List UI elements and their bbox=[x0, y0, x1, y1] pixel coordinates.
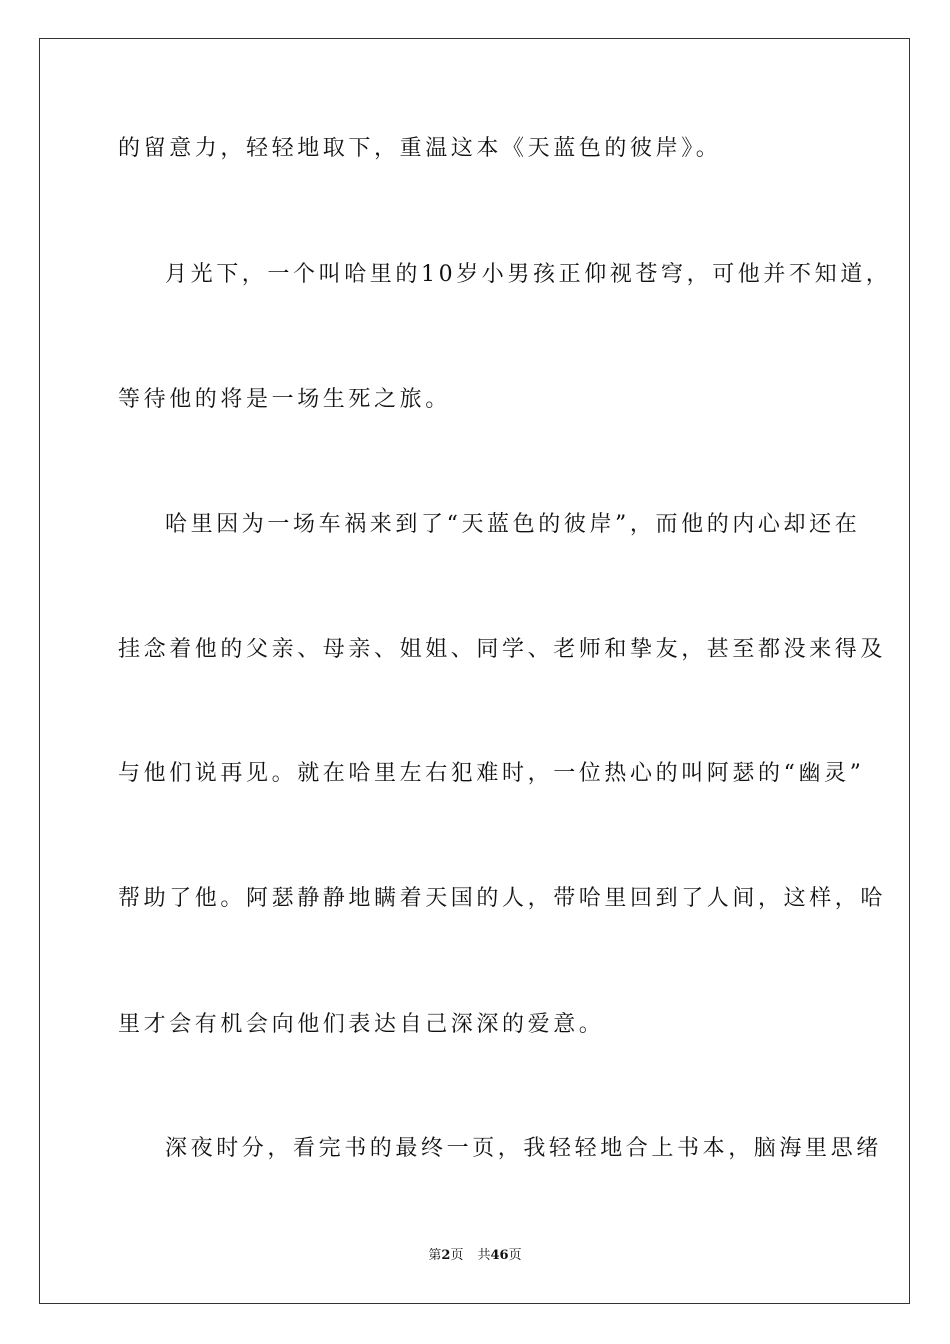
text-line: 哈里因为一场车祸来到了“天蓝色的彼岸”，而他的内心却还在 bbox=[165, 512, 861, 537]
text-line: 等待他的将是一场生死之旅。 bbox=[118, 387, 451, 412]
text-line: 月光下，一个叫哈里的10岁小男孩正仰视苍穹，可他并不知道， bbox=[165, 262, 892, 287]
total-prefix: 共 bbox=[477, 1248, 491, 1263]
text-line: 里才会有机会向他们表达自己深深的爱意。 bbox=[118, 1012, 605, 1037]
text-line: 深夜时分，看完书的最终一页，我轻轻地合上书本，脑海里思绪 bbox=[165, 1136, 882, 1161]
page-border bbox=[39, 38, 910, 1304]
total-suffix: 页 bbox=[508, 1248, 522, 1263]
text-line: 挂念着他的父亲、母亲、姐姐、同学、老师和挚友，甚至都没来得及 bbox=[118, 637, 887, 662]
page-suffix: 页 bbox=[450, 1248, 464, 1263]
text-line: 的留意力，轻轻地取下，重温这本《天蓝色的彼岸》。 bbox=[118, 136, 722, 161]
page-number: 2 bbox=[441, 1248, 451, 1263]
page-footer bbox=[0, 1247, 950, 1265]
page-prefix: 第 bbox=[428, 1248, 442, 1263]
text-line: 与他们说再见。就在哈里左右犯难时，一位热心的叫阿瑟的“幽灵” bbox=[118, 761, 865, 786]
text-line: 帮助了他。阿瑟静静地瞒着天国的人，带哈里回到了人间，这样，哈 bbox=[118, 886, 887, 911]
total-pages: 46 bbox=[490, 1248, 509, 1263]
